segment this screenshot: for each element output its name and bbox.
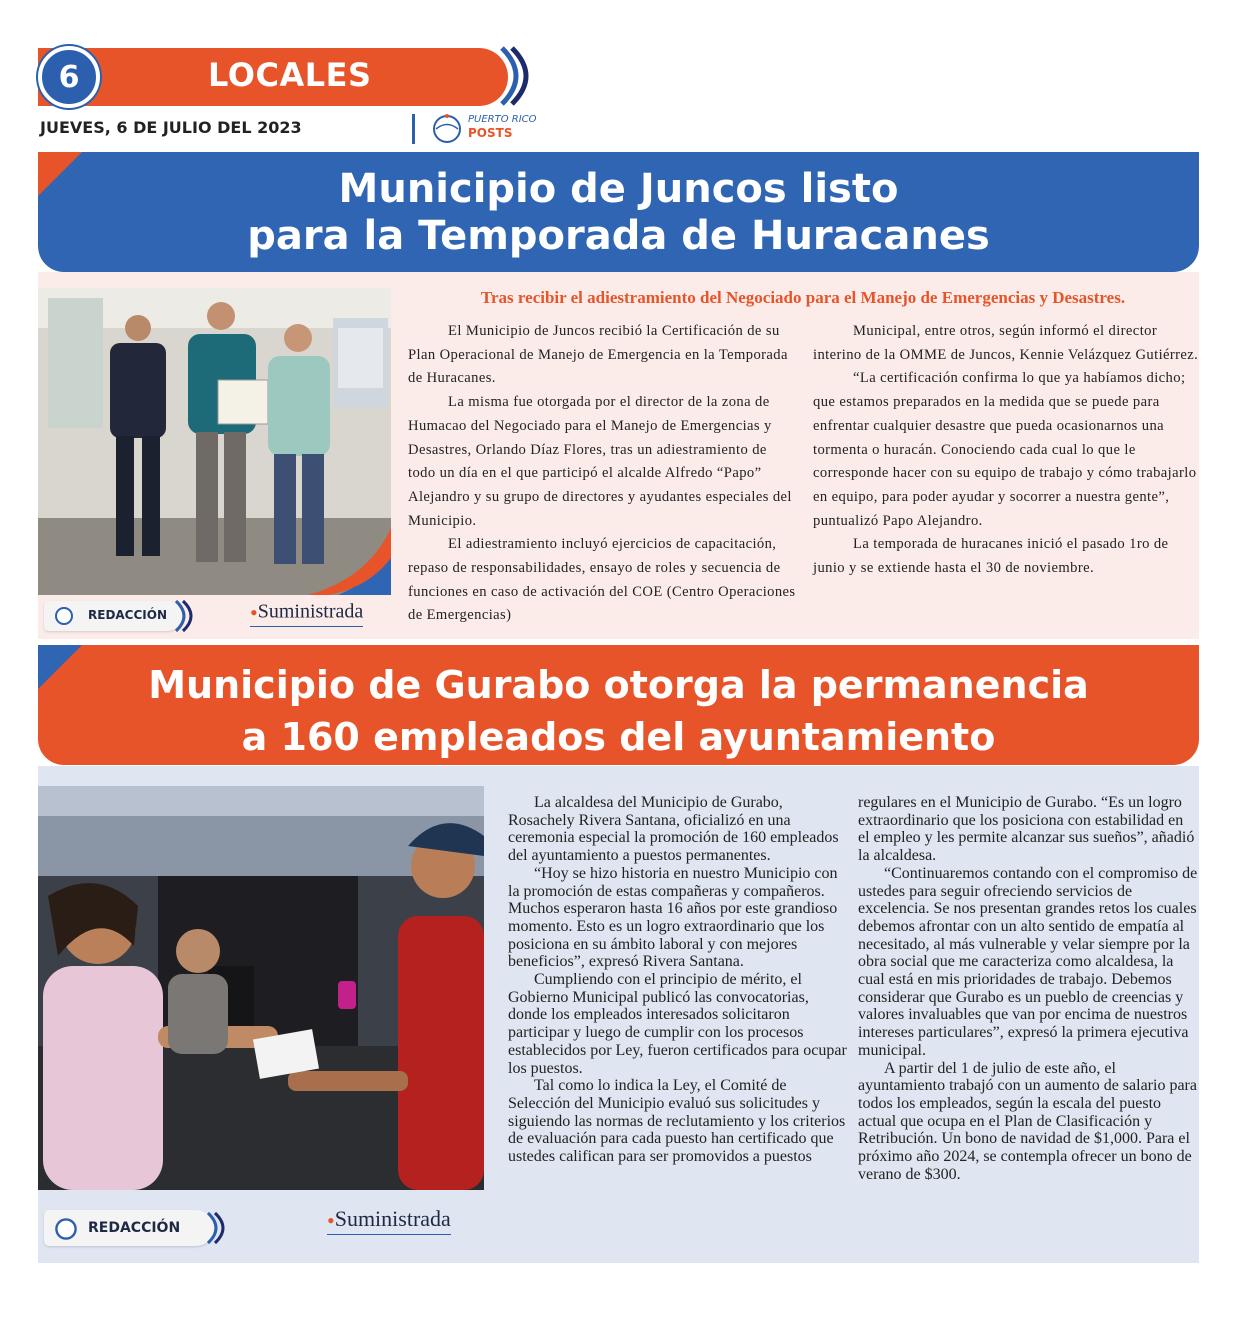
article2-photo — [38, 786, 484, 1190]
article2-column2 — [858, 794, 1198, 1183]
article1-byline-badge — [44, 601, 182, 631]
article1-paragraph: La temporada de huracanes inició el pasado 1ro de junio y se extiende hasta el 30 de noviembre. — [813, 536, 1169, 577]
article1-photo — [38, 288, 391, 595]
article2-photo-credit — [327, 1206, 451, 1235]
page-number: 6 — [38, 46, 100, 108]
article2-paragraph: A partir del 1 de julio de este año, el ayuntamiento trabajó con un aumento de salario para todos los empleados, según la escala del puesto actual que ocupa en el Plan de Clasificación y Retribución. Un bono de navidad de $1,000. Para el próximo año 2024, se contempla ofrecer un bono de verano de $300. — [858, 1059, 1197, 1183]
article1-deck: Tras recibir el adiestramiento del Negociado para el Manejo de Emergencias y Desastres. — [480, 288, 1126, 307]
issue-date: JUEVES, 6 DE JULIO DEL 2023 — [40, 118, 302, 137]
article2-photo-credit-text: Suministrada — [334, 1206, 451, 1231]
logo-text-top: PUERTO RICO — [468, 114, 537, 125]
logo-divider — [412, 114, 415, 144]
article1-paragraph: El Municipio de Juncos recibió la Certificación de su Plan Operacional de Manejo de Emergencia en la Temporada de Huracanes. — [408, 323, 788, 387]
credit-dot-icon: • — [327, 1207, 335, 1233]
article2-paragraph: Cumpliendo con el principio de mérito, el Gobierno Municipal publicó las convocatorias, donde los empleados interesados solicitaron participar y luego de cumplir con los procesos establecidos por Ley, fueron certificados para ocupar los puestos. — [508, 971, 847, 1077]
section-title: LOCALES — [208, 56, 372, 94]
puerto-rico-posts-logo — [430, 112, 540, 146]
article1-headline-line1: Municipio de Juncos listo — [338, 166, 899, 212]
article1-paragraph-continued: Municipal, entre otros, según informó el director interino de la OMME de Juncos, Kennie Velázquez Gutiérrez. — [813, 323, 1199, 363]
article2-column1 — [508, 794, 848, 1166]
credit-dot-icon: • — [250, 600, 258, 625]
article1-headline-banner — [38, 152, 1199, 272]
article1-photo-credit — [250, 600, 363, 627]
logo-globe-icon — [430, 112, 464, 146]
article1-column2 — [813, 320, 1199, 581]
byline-swoosh-icon — [206, 1208, 230, 1248]
article1-column1 — [408, 320, 796, 628]
byline-logo-icon — [54, 606, 74, 626]
article1-photo-credit-text: Suministrada — [257, 600, 364, 623]
article2-paragraph-continued: regulares en el Municipio de Gurabo. “Es un logro extraordinario que los posiciona con estabilidad en el empleo y les permite alcanzar sus sueños”, añadió la alcaldesa. — [858, 794, 1195, 865]
article2-headline-line1: Municipio de Gurabo otorga la permanencia — [148, 663, 1089, 707]
article2-headline-banner — [38, 645, 1199, 765]
article2-headline — [38, 659, 1199, 763]
logo-text-bottom: POSTS — [468, 126, 513, 140]
byline-logo-icon — [54, 1217, 78, 1241]
article1-paragraph: El adiestramiento incluyó ejercicios de capacitación, repaso de responsabilidades, ensayo de roles y secuencia de funciones en caso de activación del COE (Centro Operaciones de Emergencias) — [408, 536, 796, 624]
article2-paragraph: “Hoy se hizo historia en nuestro Municipio con la promoción de estas compañeras y compañeros. Muchos esperaron hasta 16 años por este grandioso momento. Esto es un logro extraordinario que los posiciona en su ámbito laboral y con mejores beneficios”, expresó Rivera Santana. — [508, 864, 838, 971]
section-swoosh-icon — [500, 46, 540, 106]
article1-paragraph: La misma fue otorgada por el director de la zona de Humacao del Negociado para el Manejo de Emergencias y Desastres, Orlando Díaz Flores, tras un adiestramiento de todo un día en el que participó el alcalde Alfredo “Papo” Alejandro y su grupo de directores y ayudantes especiales del Municipio. — [408, 394, 792, 529]
article2-headline-line2: a 160 empleados del ayuntamiento — [241, 715, 996, 759]
article2-byline-badge — [44, 1210, 214, 1246]
article2-paragraph: La alcaldesa del Municipio de Gurabo, Rosachely Rivera Santana, oficializó en una ceremonia especial la promoción de 160 empleados del ayuntamiento a puestos permanentes. — [508, 794, 839, 865]
byline-swoosh-icon — [174, 599, 198, 633]
article2-paragraph: Tal como lo indica la Ley, el Comité de Selección del Municipio evaluó sus solicitudes y siguiendo las normas de reclutamiento y los criterios de evaluación para cada puesto han certificado que ustedes califican para ser promovidos a puestos — [508, 1077, 846, 1166]
article1-paragraph: “La certificación confirma lo que ya habíamos dicho; que estamos preparados en la medida que se puede para enfrentar cualquier desastre que pueda ocasionarnos una tormenta o huracán. Conociendo cada cual lo que le corresponde hacer con su equipo de trabajo y cómo trabajarlo en equipo, para poder ayudar y socorrer a nuestra gente”, puntualizó Papo Alejandro. — [813, 370, 1197, 529]
article1-byline: REDACCIÓN — [88, 608, 168, 622]
article1-headline-line2: para la Temporada de Huracanes — [247, 213, 990, 259]
article2-paragraph: “Continuaremos contando con el compromiso de ustedes para seguir ofreciendo servicios de excelencia. Se nos presentan grandes retos los cuales debemos afrontar con un alto sentido de empatía al necesitado, al más vulnerable y velar siempre por la obra social que me caracteriza como alcaldesa, la cual está en mis prioridades de trabajo. Debemos considerar que Gurabo es un pueblo de creencias y valores invaluables que van por encima de nuestros intereses particulares”, expresó la primera ejecutiva municipal. — [858, 864, 1198, 1059]
article2-byline: REDACCIÓN — [88, 1220, 181, 1236]
article1-headline — [38, 166, 1199, 260]
